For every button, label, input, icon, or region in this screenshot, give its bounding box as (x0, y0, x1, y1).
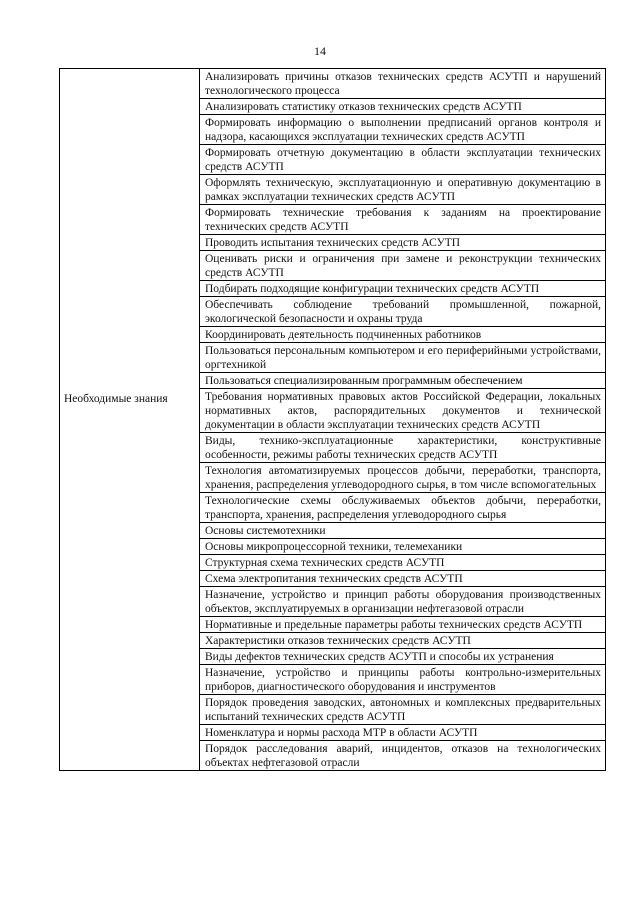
list-item: Пользоваться специализированным программным обеспечением (205, 375, 523, 387)
list-item: Требования нормативных правовых актов Российской Федерации, локальных нормативных актов, распорядительных документов и технической документации в области эксплуатации технических средств АСУТП (200, 389, 605, 433)
list-item: Формировать отчетную документацию в области эксплуатации технических средств АСУТП (200, 145, 605, 175)
list-item: Формировать информацию о выполнении предписаний органов контроля и надзора, касающихся эксплуатации технических средств АСУТП (200, 115, 605, 145)
list-item: Технология автоматизируемых процессов добычи, переработки, транспорта, хранения, распределения углеводородного сырья, в том числе вспомогательных (200, 463, 605, 493)
list-item: Проводить испытания технических средств АСУТП (200, 235, 605, 251)
list-item: Оценивать риски и ограничения при замене и реконструкции технических средств АСУТП (200, 251, 605, 281)
row-label-skills (60, 69, 200, 389)
list-item: Назначение, устройство и принципы работы контрольно-измерительных приборов, диагностического оборудования и инструментов (200, 665, 605, 695)
list-item: Нормативные и предельные параметры работы технических средств АСУТП (200, 617, 605, 633)
table-row-skills (60, 69, 606, 389)
list-item: Основы микропроцессорной техники, телемеханики (200, 539, 605, 555)
list-item: Виды, технико-эксплуатационные характеристики, конструктивные особенности, режимы работы технических средств АСУТП (200, 433, 605, 463)
skills-list (200, 69, 606, 389)
list-item: Назначение, устройство и принцип работы оборудования производственных объектов, эксплуатируемых в организации нефтегазовой отрасли (200, 587, 605, 617)
knowledge-list (200, 389, 606, 771)
list-item: Схема электропитания технических средств АСУТП (200, 571, 605, 587)
table-row-knowledge (60, 389, 606, 771)
list-item: Обеспечивать соблюдение требований промышленной, пожарной, экологической безопасности и охраны труда (200, 297, 605, 327)
list-item: Виды дефектов технических средств АСУТП и способы их устранения (200, 649, 605, 665)
list-item: Характеристики отказов технических средств АСУТП (200, 633, 605, 649)
list-item: Основы системотехники (200, 523, 605, 539)
list-item: Анализировать причины отказов технических средств АСУТП и нарушений технологического процесса (200, 69, 605, 99)
list-item: Координировать деятельность подчиненных работников (200, 327, 605, 343)
list-item: Пользоваться персональным компьютером и его периферийными устройствами, оргтехникой (200, 343, 605, 373)
list-item: Анализировать статистику отказов технических средств АСУТП (200, 99, 605, 115)
list-item: Подбирать подходящие конфигурации технических средств АСУТП (200, 281, 605, 297)
list-item: Порядок проведения заводских, автономных и комплексных предварительных испытаний технических средств АСУТП (200, 695, 605, 725)
list-item: Технологические схемы обслуживаемых объектов добычи, переработки, транспорта, хранения, распределения углеводородного сырья (200, 493, 605, 523)
page-number: 14 (314, 44, 326, 58)
list-item: Номенклатура и нормы расхода МТР в области АСУТП (200, 725, 605, 741)
list-item: Оформлять техническую, эксплуатационную и оперативную документацию в рамках эксплуатации технических средств АСУТП (200, 175, 605, 205)
row-label-knowledge: Необходимые знания (60, 389, 200, 771)
list-item: Порядок расследования аварий, инцидентов, отказов на технологических объектах нефтегазовой отрасли (205, 743, 601, 769)
list-item: Структурная схема технических средств АСУТП (200, 555, 605, 571)
requirements-table (59, 68, 606, 771)
list-item: Формировать технические требования к заданиям на проектирование технических средств АСУТП (200, 205, 605, 235)
